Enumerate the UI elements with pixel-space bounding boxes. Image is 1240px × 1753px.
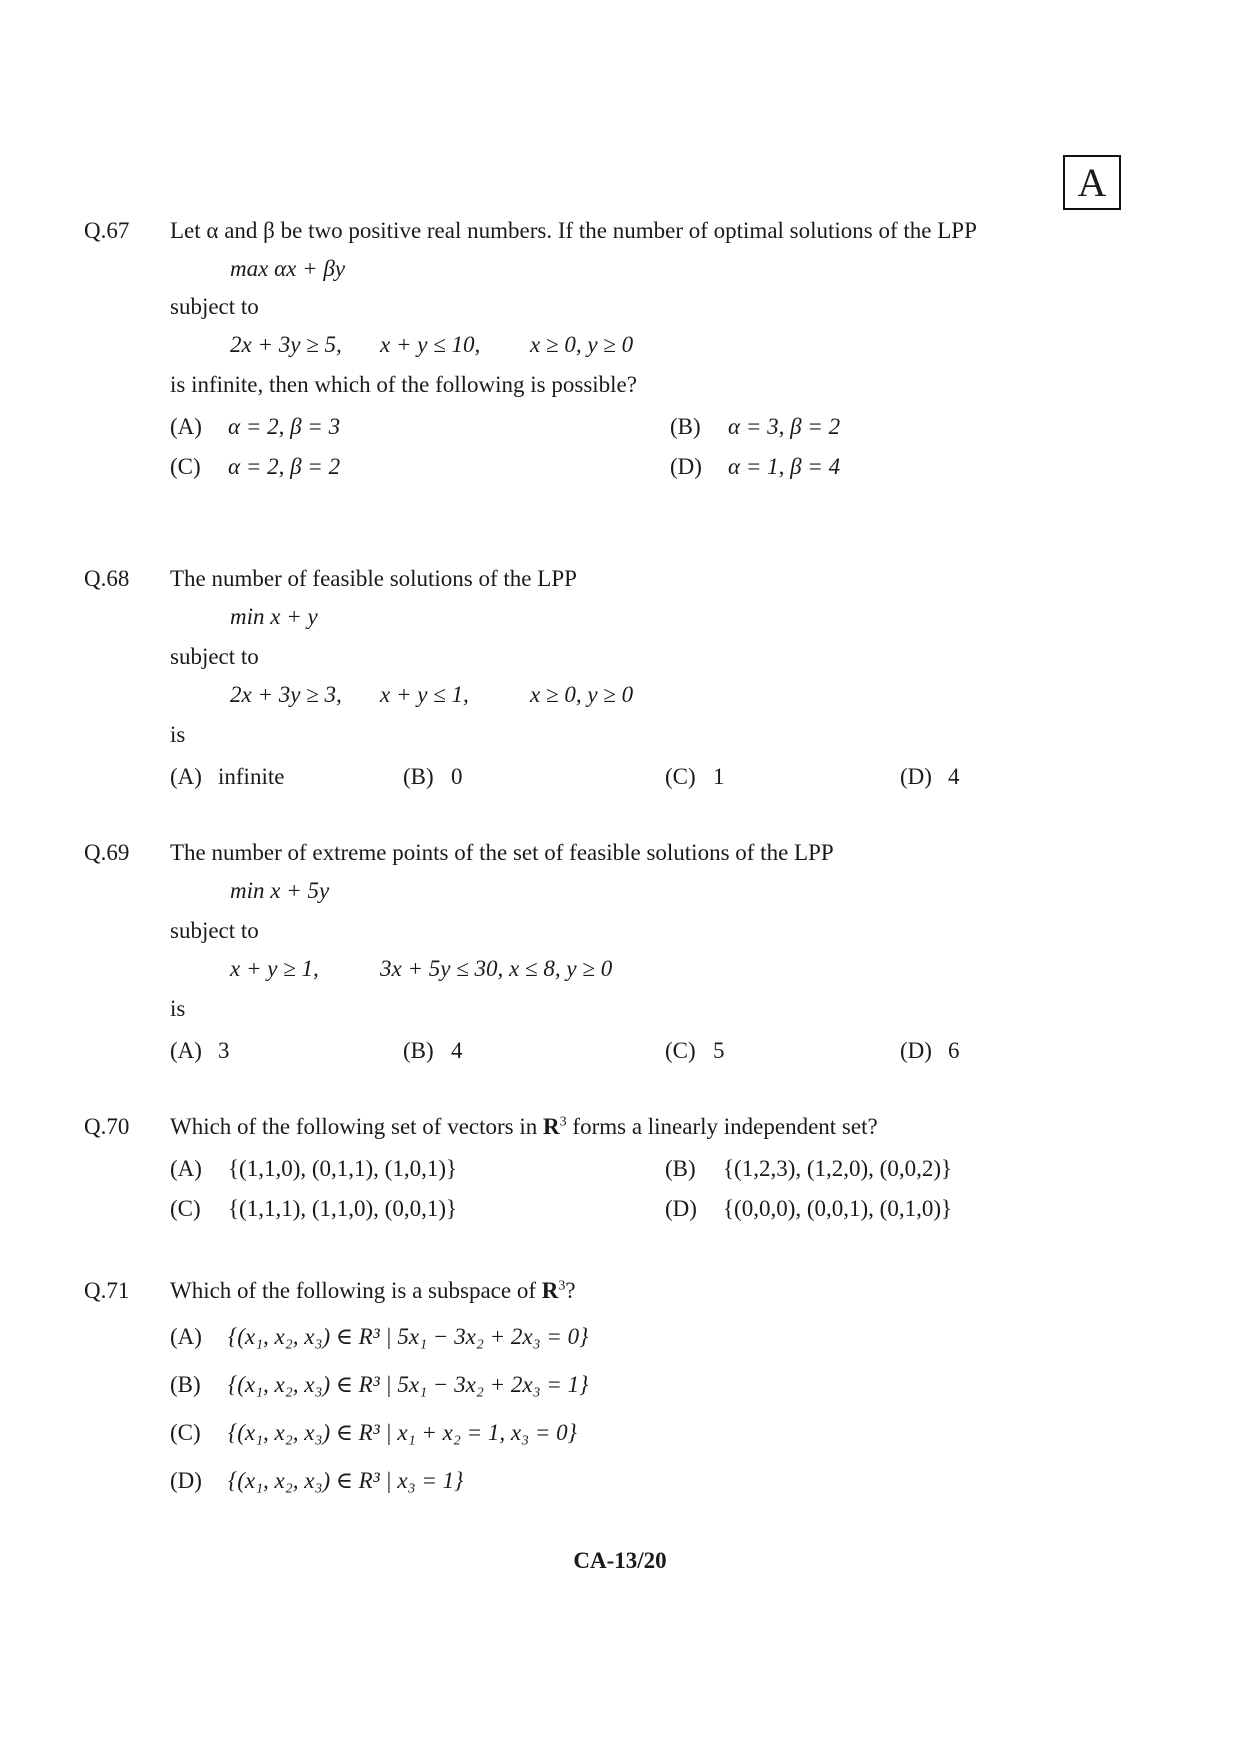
option-a bbox=[170, 414, 340, 440]
constraint: x + y ≤ 10, bbox=[380, 332, 481, 357]
option-label: (D) bbox=[900, 1038, 932, 1063]
option-c bbox=[665, 764, 725, 790]
option-d bbox=[665, 1196, 952, 1222]
option-text: 5 bbox=[713, 1038, 725, 1063]
option-c bbox=[665, 1038, 725, 1064]
option-label: (A) bbox=[170, 764, 202, 789]
option-label: (D) bbox=[900, 764, 932, 789]
option-text: {(1,1,1), (1,1,0), (0,0,1)} bbox=[228, 1196, 458, 1221]
stem-text: Which of the following set of vectors in bbox=[170, 1114, 544, 1139]
constraint: x ≥ 0, y ≥ 0 bbox=[530, 332, 634, 357]
option-label: (A) bbox=[170, 414, 202, 439]
option-c bbox=[170, 454, 340, 480]
subject-to-label: subject to bbox=[170, 294, 259, 319]
option-text: {(1,2,3), (1,2,0), (0,0,2)} bbox=[723, 1156, 953, 1181]
question-tail: is infinite, then which of the following is possible? bbox=[170, 372, 637, 397]
option-text: α = 2, β = 3 bbox=[228, 414, 341, 439]
option-text: 4 bbox=[451, 1038, 463, 1063]
option-label: (D) bbox=[170, 1468, 202, 1493]
question-number: Q.71 bbox=[84, 1278, 130, 1303]
option-text: 3 bbox=[218, 1038, 230, 1063]
option-text: {(1,1,0), (0,1,1), (1,0,1)} bbox=[228, 1156, 458, 1181]
question-stem: The number of extreme points of the set of feasible solutions of the LPP bbox=[170, 840, 834, 865]
option-d bbox=[170, 1468, 463, 1494]
option-text: α = 2, β = 2 bbox=[228, 454, 341, 479]
constraint: x ≥ 0, y ≥ 0 bbox=[530, 682, 634, 707]
constraint: x + y ≤ 1, bbox=[380, 682, 469, 707]
option-a bbox=[170, 1156, 457, 1182]
option-label: (B) bbox=[670, 414, 701, 439]
constraint: 2x + 3y ≥ 3, bbox=[230, 682, 342, 707]
lpp-objective: min x + y bbox=[230, 604, 318, 629]
option-d bbox=[900, 764, 960, 790]
option-b bbox=[403, 1038, 463, 1064]
stem-text: ? bbox=[565, 1278, 576, 1303]
option-label: (C) bbox=[665, 764, 696, 789]
option-text: α = 1, β = 4 bbox=[728, 454, 841, 479]
stem-text: forms a linearly independent set? bbox=[566, 1114, 878, 1139]
question-number: Q.67 bbox=[84, 218, 130, 243]
question-number: Q.70 bbox=[84, 1114, 130, 1139]
option-b bbox=[403, 764, 463, 790]
constraint: x + y ≥ 1, bbox=[230, 956, 319, 981]
option-a bbox=[170, 1038, 230, 1064]
option-text: {(x₁, x₂, x₃) ∈ R³ | 5x₁ − 3x₂ + 2x₃ = 1} bbox=[228, 1372, 589, 1397]
reals-symbol: R bbox=[541, 1278, 559, 1303]
option-text: {(x₁, x₂, x₃) ∈ R³ | x₁ + x₂ = 1, x₃ = 0} bbox=[228, 1420, 577, 1445]
question-stem bbox=[170, 1278, 576, 1304]
superscript: 3 bbox=[559, 1114, 567, 1130]
option-text: 1 bbox=[713, 764, 725, 789]
option-text: α = 3, β = 2 bbox=[728, 414, 841, 439]
subject-to-label: subject to bbox=[170, 918, 259, 943]
option-text: 4 bbox=[948, 764, 960, 789]
option-label: (B) bbox=[665, 1156, 696, 1181]
option-b bbox=[170, 1372, 588, 1398]
question-tail: is bbox=[170, 996, 186, 1021]
option-text: 0 bbox=[451, 764, 463, 789]
stem-text: Which of the following is a subspace of bbox=[170, 1278, 542, 1303]
option-label: (B) bbox=[170, 1372, 201, 1397]
page-footer: CA-13/20 bbox=[573, 1548, 667, 1573]
option-text: {(x₁, x₂, x₃) ∈ R³ | 5x₁ − 3x₂ + 2x₃ = 0} bbox=[228, 1324, 589, 1349]
option-d bbox=[670, 454, 840, 480]
option-text: {(0,0,0), (0,0,1), (0,1,0)} bbox=[723, 1196, 953, 1221]
set-label-box: A bbox=[1063, 155, 1121, 210]
question-stem: Let α and β be two positive real numbers. If the number of optimal solutions of the LPP bbox=[170, 218, 977, 243]
reals-symbol: R bbox=[543, 1114, 560, 1139]
superscript: 3 bbox=[558, 1278, 566, 1294]
option-label: (C) bbox=[665, 1038, 696, 1063]
option-b bbox=[665, 1156, 952, 1182]
option-text: {(x₁, x₂, x₃) ∈ R³ | x₃ = 1} bbox=[228, 1468, 464, 1493]
subject-to-label: subject to bbox=[170, 644, 259, 669]
option-c bbox=[170, 1420, 577, 1446]
option-label: (D) bbox=[665, 1196, 697, 1221]
question-number: Q.69 bbox=[84, 840, 130, 865]
option-label: (C) bbox=[170, 1420, 201, 1445]
option-c bbox=[170, 1196, 457, 1222]
option-text: 6 bbox=[948, 1038, 960, 1063]
option-label: (D) bbox=[670, 454, 702, 479]
option-label: (B) bbox=[403, 764, 434, 789]
option-label: (A) bbox=[170, 1324, 202, 1349]
option-label: (B) bbox=[403, 1038, 434, 1063]
question-number: Q.68 bbox=[84, 566, 130, 591]
option-label: (A) bbox=[170, 1038, 202, 1063]
option-label: (C) bbox=[170, 1196, 201, 1221]
option-label: (C) bbox=[170, 454, 201, 479]
option-b bbox=[670, 414, 840, 440]
lpp-objective: min x + 5y bbox=[230, 878, 330, 903]
option-d bbox=[900, 1038, 960, 1064]
lpp-objective: max αx + βy bbox=[230, 256, 346, 281]
option-a bbox=[170, 1324, 588, 1350]
question-stem: The number of feasible solutions of the LPP bbox=[170, 566, 577, 591]
question-stem bbox=[170, 1114, 878, 1140]
option-text: infinite bbox=[218, 764, 285, 789]
constraint: 3x + 5y ≤ 30, x ≤ 8, y ≥ 0 bbox=[380, 956, 613, 981]
option-a bbox=[170, 764, 284, 790]
option-label: (A) bbox=[170, 1156, 202, 1181]
question-tail: is bbox=[170, 722, 186, 747]
constraint: 2x + 3y ≥ 5, bbox=[230, 332, 342, 357]
